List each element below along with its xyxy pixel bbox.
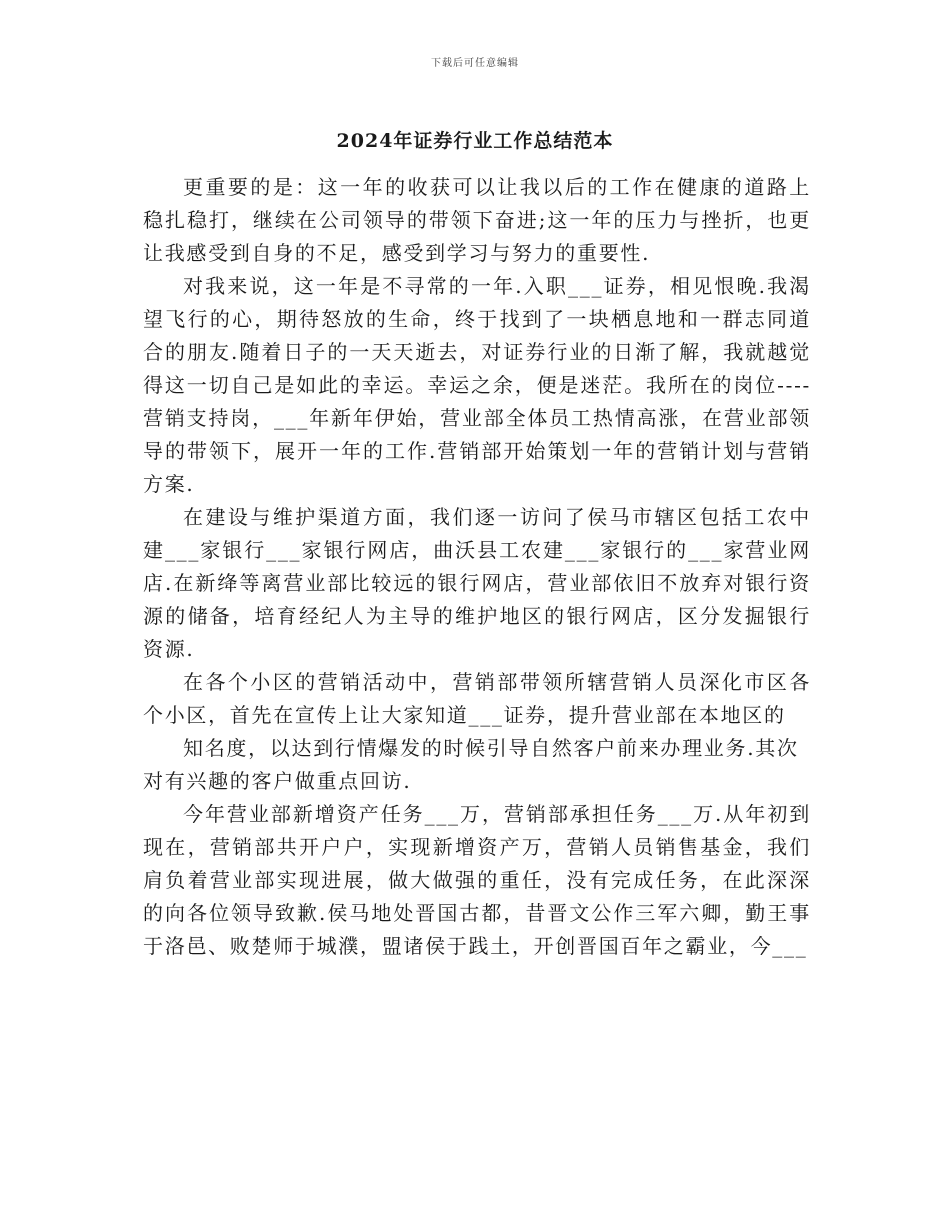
document-title: 2024年证券行业工作总结范本: [336, 130, 614, 152]
paragraph: 更重要的是：这一年的收获可以让我以后的工作在健康的道路上稳扎稳打，继续在公司领导的带领下奋进;这一年的压力与挫折，也更让我感受到自身的不足，感受到学习与努力的重要性.: [143, 175, 811, 265]
paragraph: 对我来说，这一年是不寻常的一年.入职___证券，相见恨晚.我渴望飞行的心，期待怒放的生命，终于找到了一块栖息地和一群志同道合的朋友.随着日子的一天天逝去，对证券行业的日渐了解，我就越觉得这一切自己是如此的幸运。幸运之余，便是迷茫。我所在的岗位----营销支持岗，___年新年伊始，营业部全体员工热情高涨，在营业部领导的带领下，展开一年的工作.营销部开始策划一年的营销计划与营销方案.: [143, 274, 811, 496]
paragraph: 在各个小区的营销活动中，营销部带领所辖营销人员深化市区各个小区，首先在宣传上让大家知道___证券，提升营业部在本地区的: [143, 670, 811, 727]
paragraph: 在建设与维护渠道方面，我们逐一访问了侯马市辖区包括工农中建___家银行___家银行网店，曲沃县工农建___家银行的___家营业网店.在新绛等离营业部比较远的银行网店，营业部依旧不放弃对银行资源的储备，培育经纪人为主导的维护地区的银行网店，区分发掘银行资源.: [143, 505, 811, 661]
paragraph: 今年营业部新增资产任务___万，营销部承担任务___万.从年初到现在，营销部共开户户，实现新增资产万，营销人员销售基金，我们肩负着营业部实现进展，做大做强的重任，没有完成任务，在此深深的向各位领导致歉.侯马地处晋国古都，昔晋文公作三军六卿，勤王事于洛邑、败楚师于城濮，盟诸侯于践土，开创晋国百年之霸业，今___: [143, 802, 811, 958]
document-body: [143, 171, 811, 963]
paragraph-continuation: 知名度，以达到行情爆发的时候引导自然客户前来办理业务.其次: [183, 736, 799, 760]
page-header-note: 下载后可任意编辑: [431, 58, 519, 69]
paragraph-continuation: 对有兴趣的客户做重点回访.: [143, 769, 412, 793]
